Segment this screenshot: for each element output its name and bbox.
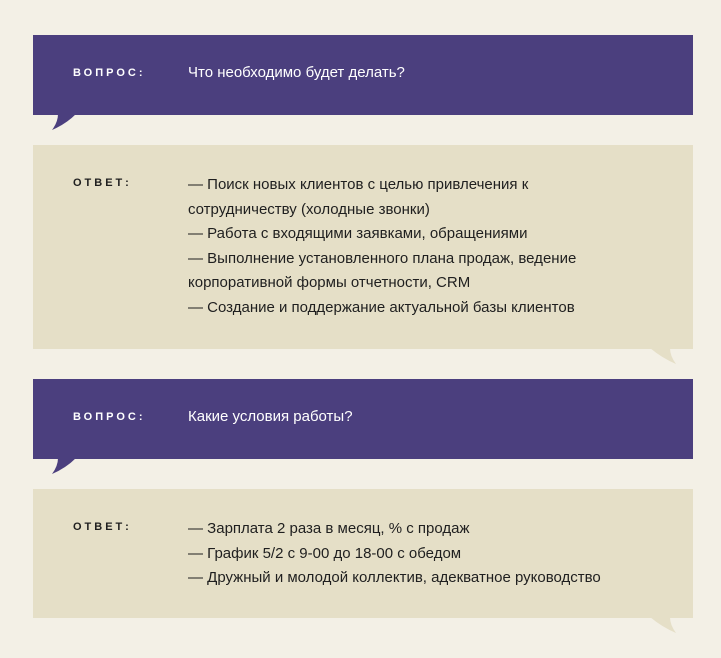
- question-text: Что необходимо будет делать?: [188, 64, 405, 81]
- answer-item: — Поиск новых клиентов с целью привлечения к сотрудничеству (холодные звонки): [188, 176, 529, 218]
- answer-item: — Зарплата 2 раза в месяц, % с продаж: [188, 520, 470, 537]
- question-bubble-tail: [50, 458, 80, 476]
- answer-tag: ОТВЕТ:: [73, 521, 132, 533]
- question-bubble-2: [33, 379, 693, 459]
- answer-list: [188, 517, 648, 591]
- answer-bubble-tail: [648, 348, 678, 366]
- question-text: Какие условия работы?: [188, 408, 353, 425]
- answer-item: — Создание и поддержание актуальной базы клиентов: [188, 298, 575, 316]
- answer-item: — Работа с входящими заявками, обращениями: [188, 225, 528, 243]
- answer-tag: ОТВЕТ:: [73, 177, 132, 189]
- question-bubble-tail: [50, 114, 80, 132]
- answer-bubble-tail: [648, 617, 678, 635]
- answer-item: — График 5/2 с 9-00 до 18-00 с обедом: [188, 544, 462, 562]
- answer-item: — Выполнение установленного плана продаж, ведение корпоративной формы отчетности, CRM: [188, 249, 577, 292]
- question-tag: ВОПРОС:: [73, 411, 146, 423]
- answer-bubble-1: [33, 145, 693, 349]
- answer-bubble-2: [33, 489, 693, 618]
- answer-item: — Дружный и молодой коллектив, адекватное руководство: [188, 569, 601, 587]
- question-tag: ВОПРОС:: [73, 67, 146, 79]
- answer-list: [188, 173, 628, 321]
- question-bubble-1: [33, 35, 693, 115]
